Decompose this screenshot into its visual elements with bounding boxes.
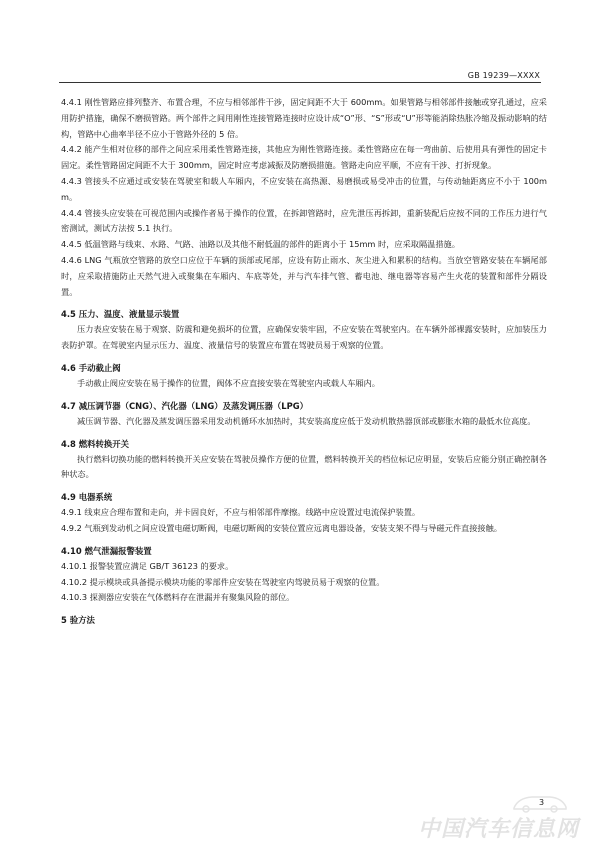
clause-paragraph: 手动截止阀应安装在易于操作的位置，阀体不应直接安装在驾驶室内或载人车厢内。 bbox=[77, 377, 380, 388]
clause-paragraph: 4.10.2 提示模块或具备提示模块功能的零部件应安装在驾驶室内驾驶员易于观察的位置。 bbox=[61, 576, 385, 587]
watermark-text: 中国汽车信息网 bbox=[418, 817, 580, 842]
clause-paragraph: 4.9.2 气瓶到发动机之间应设置电磁切断阀，电磁切断阀的安装位置应远离电器设备，安装支架不得与导磁元件直接接触。 bbox=[61, 522, 502, 533]
section-heading: 4.10 燃气泄漏报警装置 bbox=[61, 545, 152, 556]
clause-paragraph: 4.4.6 LNG 气瓶放空管路的放空口应位于车辆的顶部或尾部，应设有防止雨水、灰尘进入和累积的结构。当放空管路安装在车辆尾部时，应采取措施防止天然气进入或聚集在车厢内、车底等处，并与汽车排气管、蓄电池、继电器等容易产生火花的装置和部件分隔设置。 bbox=[61, 254, 547, 297]
clause-paragraph: 4.4.1 刚性管路应排列整齐、布置合理，不应与相邻部件干涉，固定间距不大于 600mm。如果管路与相邻部件接触或穿孔通过，应采用防护措施，确保不磨损管路。两个部件之间用刚性连接管路连接时应设计成“O”形、“S”形或“U”形等能消除热胀冷缩及振动影响的结构，管路中心曲率半径不应小于管路外径的 5 倍。 bbox=[61, 97, 547, 139]
section-heading: 4.7 减压调节器（CNG）、汽化器（LNG）及蒸发调压器（LPG） bbox=[61, 400, 309, 411]
clause-paragraph: 4.4.3 管接头不应通过或安装在驾驶室和载人车厢内，不应安装在高热源、易磨损或易受冲击的位置，与传动轴距离应不小于 100mm。 bbox=[61, 175, 547, 202]
standard-code: GB 19239—XXXX bbox=[467, 71, 540, 80]
clause-paragraph: 4.4.5 低温管路与线束、水路、气路、油路以及其他不耐低温的部件的距离小于 15mm 时，应采取隔温措施。 bbox=[61, 239, 460, 250]
section-heading: 5 验方法 bbox=[61, 615, 95, 626]
clause-paragraph: 4.9.1 线束应合理布置和走向，并卡固良好，不应与相邻部件摩擦。线路中应设置过电流保护装置。 bbox=[61, 507, 421, 518]
clause-paragraph: 4.10.1 报警装置应满足 GB/T 36123 的要求。 bbox=[61, 560, 234, 571]
clause-paragraph: 4.10.3 探测器应安装在气体燃料存在泄漏并有聚集风险的部位。 bbox=[61, 592, 295, 603]
page-number: 3 bbox=[539, 798, 545, 807]
section-heading: 4.9 电器系统 bbox=[61, 492, 113, 503]
section-heading: 4.5 压力、温度、液量显示装置 bbox=[61, 309, 180, 320]
header-rule bbox=[59, 82, 541, 83]
section-heading: 4.8 燃料转换开关 bbox=[61, 438, 130, 449]
section-heading: 4.6 手动截止阀 bbox=[61, 362, 121, 373]
clause-paragraph: 4.4.4 管接头应安装在可视范围内或操作者易于操作的位置，在拆卸管路时，应先泄压再拆卸，重新装配后应按不同的工作压力进行气密测试，测试方法按 5.1 执行。 bbox=[61, 207, 547, 234]
clause-paragraph: 压力表应安装在易于观察、防震和避免损坏的位置，应确保安装牢固，不应安装在驾驶室内。在车辆外部裸露安装时，应加装压力表防护罩。在驾驶室内显示压力、温度、液量信号的装置应布置在驾驶员易于观察的位置。 bbox=[61, 324, 547, 351]
watermark-car-icon bbox=[510, 790, 570, 814]
document-body bbox=[61, 95, 547, 628]
clause-paragraph: 4.4.2 能产生相对位移的部件之间应采用柔性管路连接，其他应为刚性管路连接。柔性管路应在每一弯曲前、后使用具有弹性的固定卡固定。柔性管路固定间距不大于 300mm，固定时应考虑减振及防磨损措施。管路走向应平顺，不应有干涉、打折现象。 bbox=[61, 144, 547, 171]
clause-paragraph: 执行燃料切换功能的燃料转换开关应安装在驾驶员操作方便的位置，燃料转换开关的档位标记应明显，安装后应能分别正确控制各种状态。 bbox=[61, 453, 547, 480]
clause-paragraph: 减压调节器、汽化器及蒸发调压器采用发动机循环水加热时，其安装高度应低于发动机散热器顶部或膨胀水箱的最低水位高度。 bbox=[77, 415, 536, 426]
